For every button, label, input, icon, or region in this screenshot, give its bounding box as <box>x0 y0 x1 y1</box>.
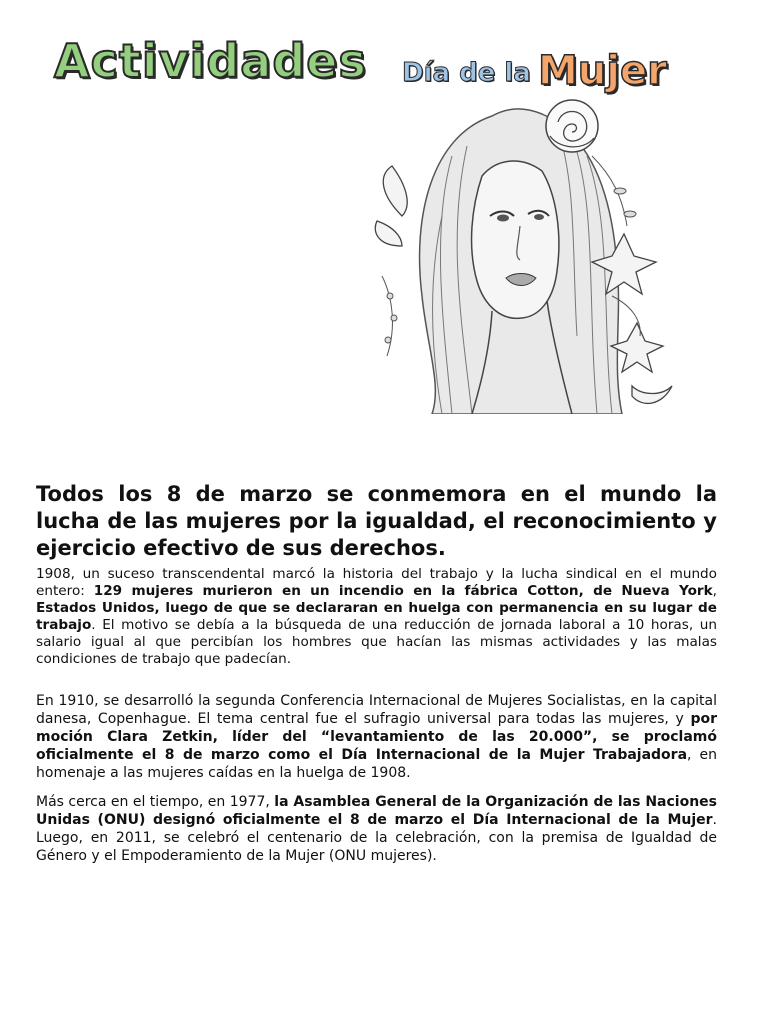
text-span: 1908, un suceso transcendental marcó la historia del trabajo y la lucha sindical en el mundo entero: <box>36 566 717 599</box>
main-heading: Todos los 8 de marzo se conmemora en el mundo la lucha de las mujeres por la igualdad, el reconocimiento y ejercicio efectivo de sus derechos. <box>36 482 717 560</box>
text-span: Más cerca en el tiempo, en 1977, <box>36 794 275 810</box>
bold-span: 129 mujeres murieron en un incendio en la fábrica Cotton, de Nueva York <box>93 583 713 599</box>
bold-span: la Asamblea General de la Organización de las Naciones Unidas (ONU) designó oficialmente el 8 de marzo el Día Internacional de la Mujer <box>36 794 717 828</box>
bold-span: por moción Clara Zetkin, líder del “levantamiento de las 20.000”, se proclamó oficialmente el 8 de marzo como el Día Internacional de la Mujer Trabajadora <box>36 711 717 763</box>
paragraph-1910 <box>36 692 717 782</box>
text-span: . Luego, en 2011, se celebró el centenario de la celebración, con la premisa de Igualdad de Género y el Empoderamiento de la Mujer (ONU mujeres). <box>36 812 717 864</box>
woman-portrait-illustration <box>372 96 684 414</box>
activities-title: Actividades <box>54 34 367 88</box>
day-of-title: Día de la <box>402 58 531 88</box>
text-span: En 1910, se desarrolló la segunda Conferencia Internacional de Mujeres Socialistas, en la capital danesa, Copenhague. El tema central fue el sufragio universal para todas las mujeres, y <box>36 693 717 727</box>
paragraph-1977 <box>36 793 717 865</box>
paragraph-1908 <box>36 566 717 668</box>
bold-span: Estados Unidos, luego de que se declararan en huelga con permanencia en su lugar de trabajo <box>36 600 717 633</box>
text-span: . El motivo se debía a la búsqueda de una reducción de jornada laboral a 10 horas, un salario igual al que percibían los hombres que hacían las mismas actividades y las malas condiciones de trabajo que padecían. <box>36 617 717 667</box>
text-span: , en homenaje a las mujeres caídas en la huelga de 1908. <box>36 747 717 781</box>
woman-title: Mujer <box>538 48 667 94</box>
text-span: , <box>712 583 717 599</box>
